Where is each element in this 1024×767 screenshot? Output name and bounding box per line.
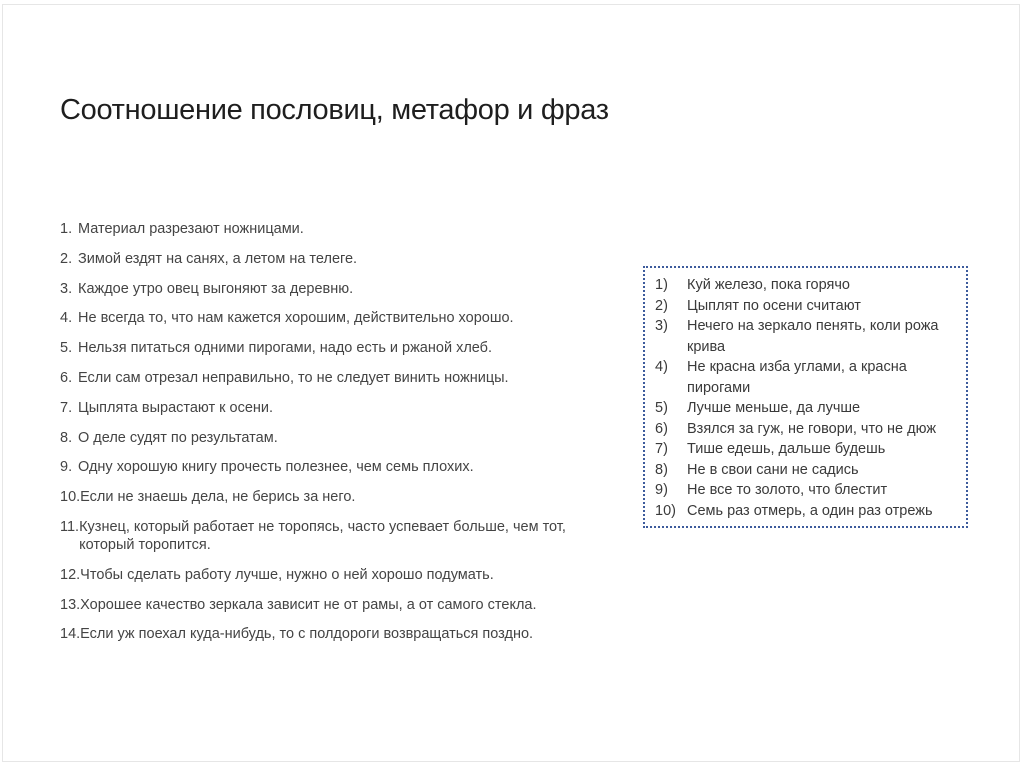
proverb-item [655,275,960,296]
proverb-item [655,480,960,501]
phrase-number: 12. [60,566,81,583]
phrase-item [60,566,620,584]
proverb-number: 8) [655,461,668,478]
phrase-number: 8. [60,429,73,446]
proverb-text: Цыплят по осени считают [687,297,861,314]
phrases-list [60,220,620,655]
proverb-item [655,316,960,357]
proverb-text: Семь раз отмерь, а один раз отрежь [687,502,933,519]
phrase-text: Не всегда то, что нам кажется хорошим, действительно хорошо. [78,310,514,327]
proverb-number: 10) [655,502,676,519]
proverbs-list [655,275,960,521]
phrase-number: 5. [60,340,73,357]
proverb-item [655,296,960,317]
proverb-text: Нечего на зеркало пенять, коли рожа крива [687,318,939,355]
phrase-text: Нельзя питаться одними пирогами, надо есть и ржаной хлеб. [78,340,493,357]
phrase-number: 11. [60,518,80,535]
proverb-number: 5) [655,400,668,416]
proverb-text: Не все то золото, что блестит [687,482,888,498]
phrase-text: Каждое утро овец выгоняют за деревню. [78,280,354,297]
proverb-item [655,501,960,522]
phrase-number: 7. [60,399,73,416]
phrase-item [60,458,620,476]
phrase-item [60,250,620,268]
phrase-text: Чтобы сделать работу лучше, нужно о ней хорошо подумать. [80,566,494,583]
proverb-number: 1) [655,277,668,293]
phrase-text: Цыплята вырастают к осени. [78,399,274,416]
proverb-number: 6) [655,420,668,437]
phrase-item [60,369,620,387]
proverb-number: 4) [655,359,668,375]
proverb-text: Лучше меньше, да лучше [687,400,861,416]
proverb-number: 2) [655,297,668,314]
phrase-text: Одну хорошую книгу прочесть полезнее, чем семь плохих. [78,459,474,476]
phrase-text: Хорошее качество зеркала зависит не от рамы, а от самого стекла. [80,596,537,613]
phrase-text: Если уж поехал куда-нибудь, то с полдороги возвращаться поздно. [80,626,534,643]
phrase-item [60,309,620,327]
phrase-item [60,596,620,614]
proverb-number: 3) [655,318,668,334]
phrase-item [60,339,620,357]
phrase-text: Зимой ездят на санях, а летом на телеге. [78,250,358,267]
phrase-number: 9. [60,459,73,476]
phrase-item [60,488,620,506]
proverb-item [655,439,960,460]
phrase-number: 2. [60,250,73,267]
phrase-text: Если не знаешь дела, не берись за него. [80,489,356,506]
phrase-number: 14. [60,626,81,643]
phrase-text: Материал разрезают ножницами. [78,221,304,237]
proverb-item [655,419,960,440]
proverb-item [655,460,960,481]
proverb-text: Куй железо, пока горячо [687,277,850,293]
phrase-item [60,220,620,238]
phrase-number: 6. [60,369,73,386]
phrase-item [60,280,620,298]
phrase-number: 13. [60,596,81,613]
proverb-text: Не в свои сани не садись [687,461,859,478]
slide-title: Соотношение пословиц, метафор и фраз [60,94,609,126]
phrase-number: 1. [60,221,73,237]
phrase-number: 3. [60,280,73,297]
phrase-text: Кузнец, который работает не торопясь, часто успевает больше, чем тот, который торопится. [79,518,566,553]
proverb-text: Взялся за гуж, не говори, что не дюж [687,420,937,437]
phrase-text: О деле судят по результатам. [78,429,278,446]
proverb-text: Не красна изба углами, а красна пирогами [687,359,907,396]
phrase-number: 4. [60,310,73,327]
proverb-number: 7) [655,441,668,457]
proverb-item [655,398,960,419]
phrase-item [60,518,620,554]
proverb-number: 9) [655,482,668,498]
proverb-item [655,357,960,398]
phrase-item [60,429,620,447]
phrase-item [60,625,620,643]
proverbs-box [643,266,968,528]
phrase-item [60,399,620,417]
phrase-text: Если сам отрезал неправильно, то не следует винить ножницы. [78,369,509,386]
proverb-text: Тише едешь, дальше будешь [687,441,886,457]
phrase-number: 10. [60,489,81,506]
